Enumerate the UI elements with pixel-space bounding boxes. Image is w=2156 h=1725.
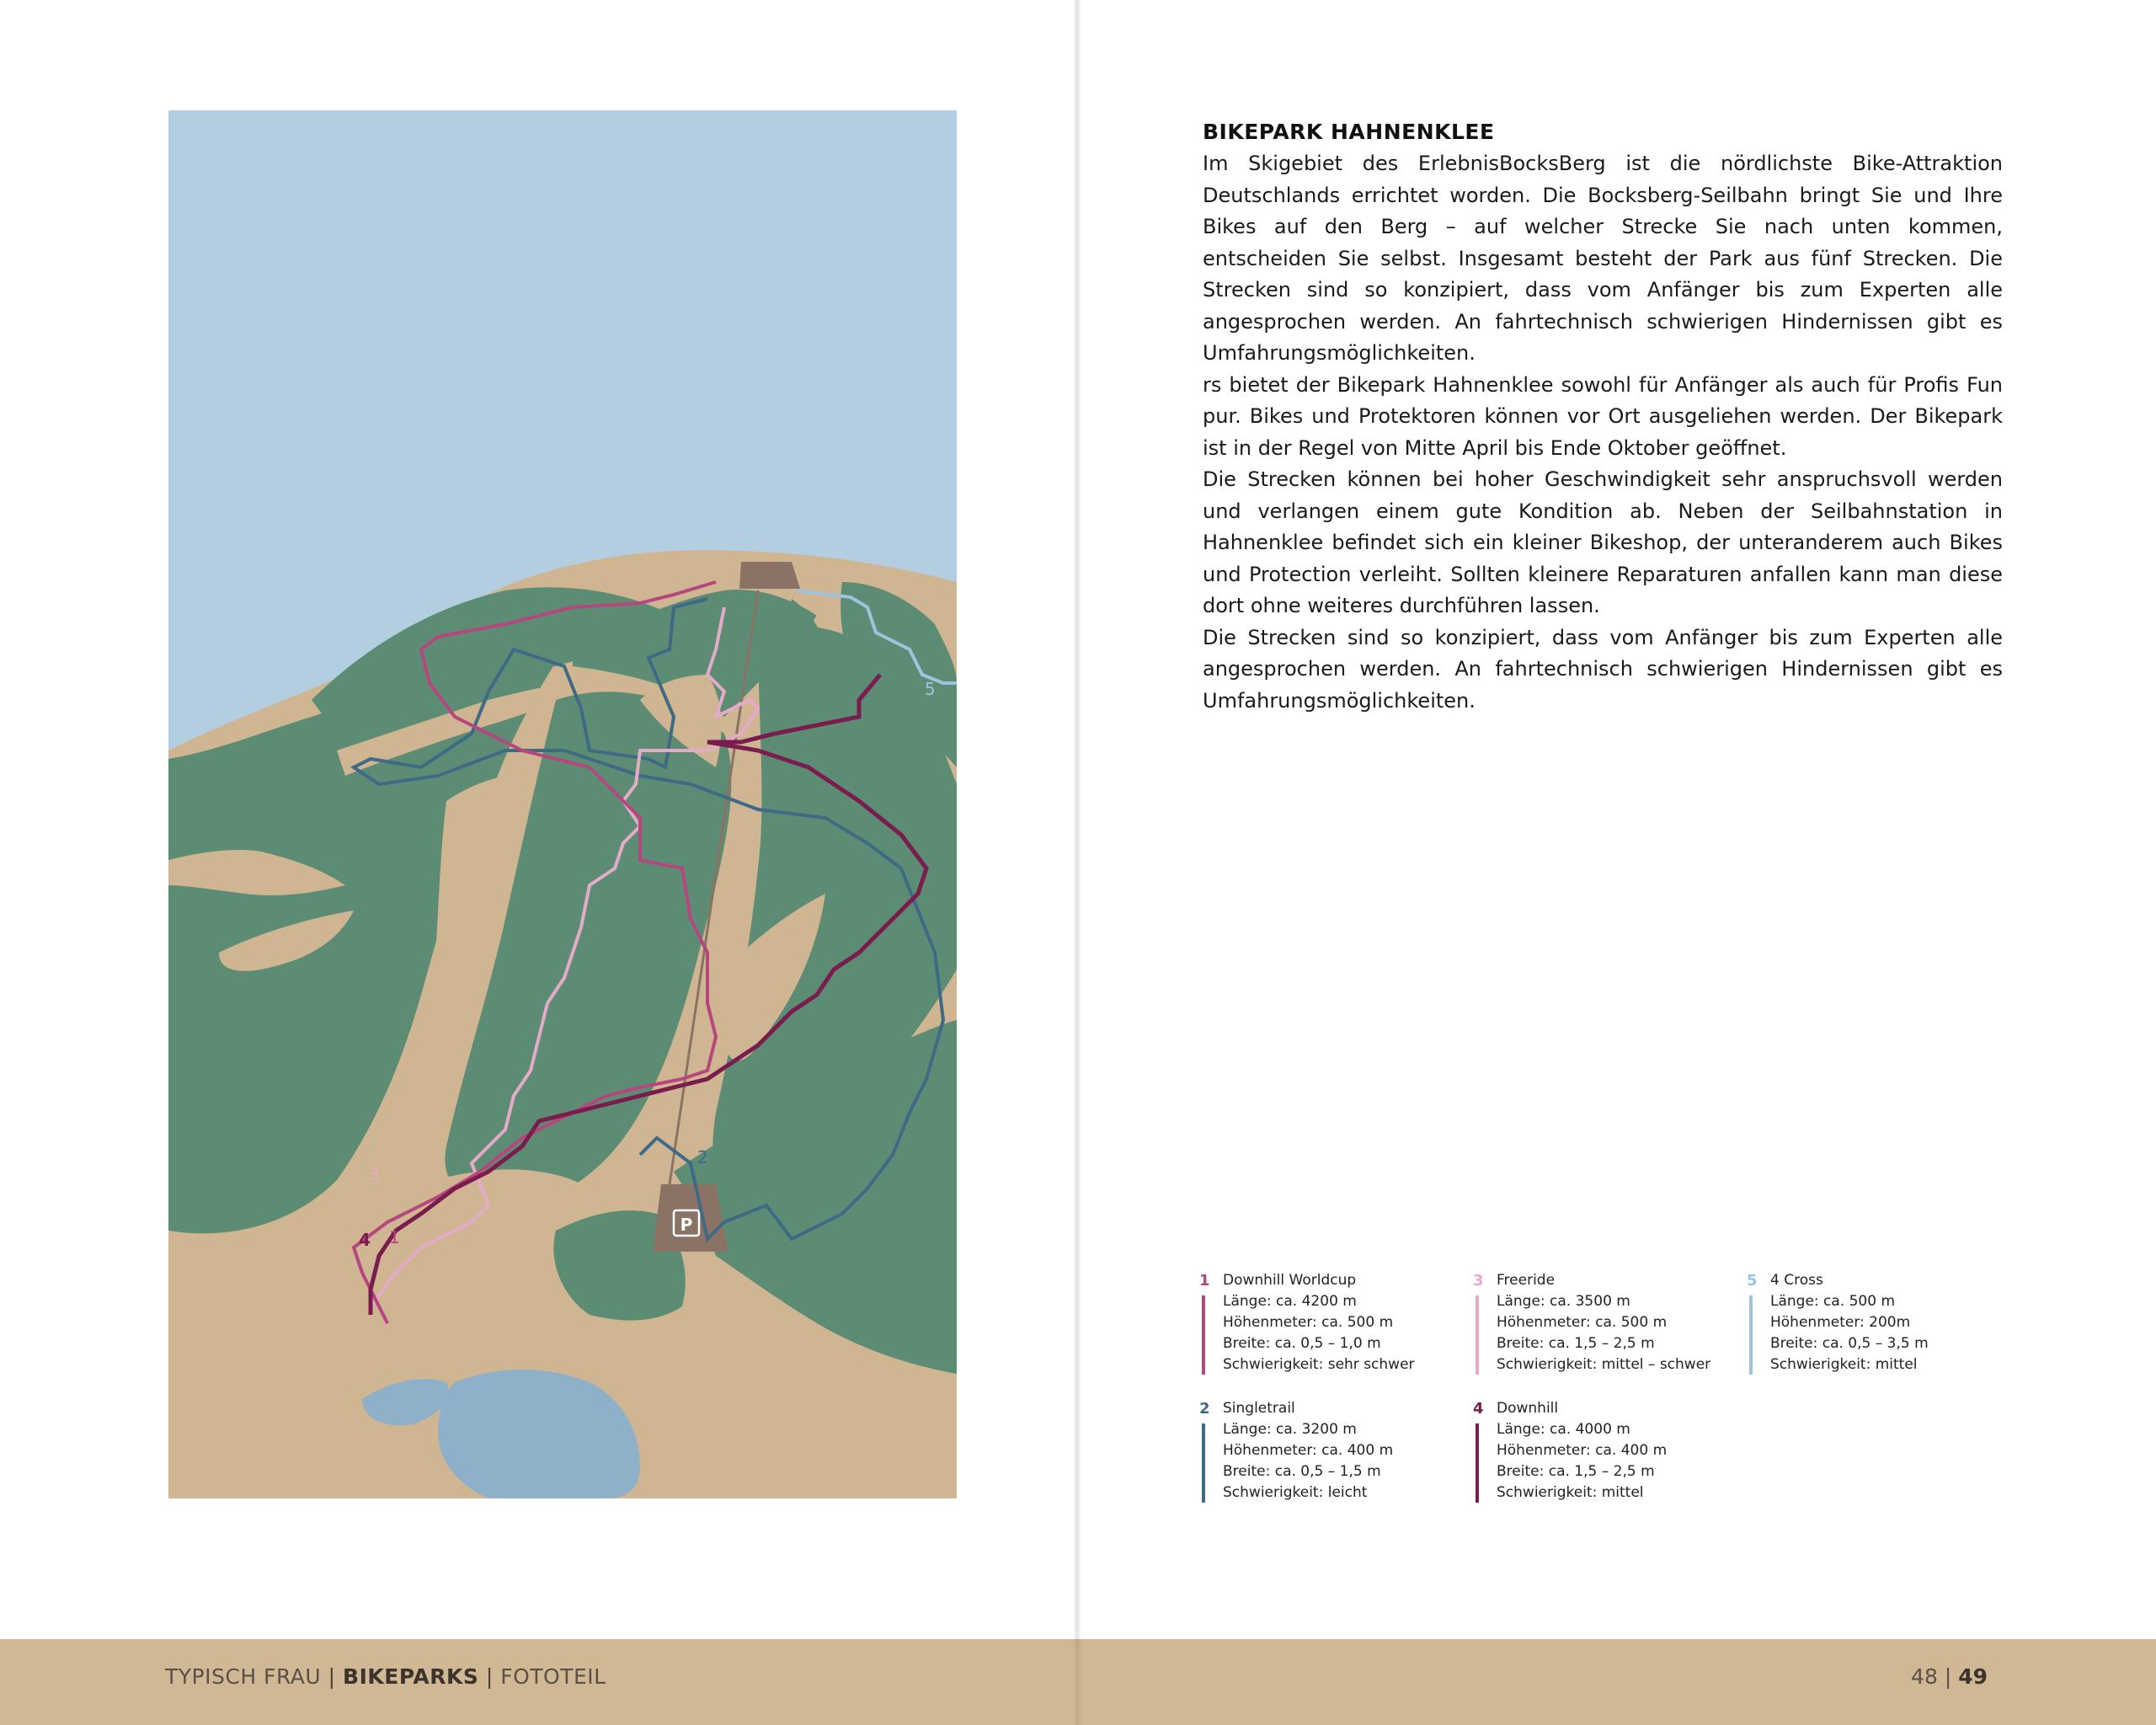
legend-width: Breite: ca. 1,5 – 2,5 m — [1497, 1335, 1655, 1352]
top-station — [739, 562, 800, 589]
legend-elevation: Höhenmeter: ca. 400 m — [1497, 1442, 1668, 1459]
legend-length: Länge: ca. 3500 m — [1497, 1293, 1630, 1310]
route-label-5: 5 — [925, 679, 936, 699]
page-number-right: 49 — [1958, 1664, 1988, 1689]
article-paragraph: Die Strecken sind so konzipiert, dass vom Anfänger bis zum Experten alle angesprochen werden. An fahrtechnisch schwierigen Hindernissen gibt es Umfahrungsmöglichkeiten. — [1203, 625, 2003, 713]
legend-color-bar — [1476, 1423, 1479, 1503]
legend-length: Länge: ca. 4000 m — [1497, 1421, 1630, 1438]
legend-name: Downhill Worldcup — [1223, 1272, 1357, 1289]
legend-number: 1 — [1199, 1272, 1210, 1290]
route-label-3: 3 — [369, 1164, 380, 1184]
footer-separator: | — [1944, 1664, 1952, 1689]
legend-difficulty: Schwierigkeit: mittel — [1770, 1356, 1918, 1373]
legend-number: 2 — [1199, 1400, 1210, 1418]
legend-name: 4 Cross — [1770, 1272, 1823, 1289]
legend-number: 5 — [1747, 1272, 1758, 1290]
book-spine — [1073, 0, 1081, 1725]
legend-difficulty: Schwierigkeit: mittel – schwer — [1497, 1356, 1711, 1373]
page-numbers — [1911, 1664, 1988, 1689]
legend-number: 3 — [1473, 1272, 1484, 1290]
footer-spine — [1073, 1639, 1081, 1725]
page-footer — [0, 1639, 2156, 1725]
legend-difficulty: Schwierigkeit: leicht — [1223, 1484, 1368, 1501]
footer-chapter: BIKEPARKS — [343, 1664, 479, 1689]
legend-width: Breite: ca. 0,5 – 1,0 m — [1223, 1335, 1381, 1352]
route-label-1: 1 — [389, 1227, 400, 1247]
legend-elevation: Höhenmeter: ca. 500 m — [1497, 1314, 1668, 1331]
legend-elevation: Höhenmeter: ca. 400 m — [1223, 1442, 1394, 1459]
legend-difficulty: Schwierigkeit: mittel — [1497, 1484, 1644, 1501]
legend-name: Downhill — [1497, 1400, 1559, 1417]
trail-map — [168, 110, 957, 1498]
article-paragraph: Die Strecken können bei hoher Geschwindigkeit sehr anspruchsvoll werden und verlangen einem gute Kondition ab. Neben der Seilbahnstation in Hahnenklee befindet sich ein kleiner Bikeshop, der unteranderem auch Bikes und Protection verleiht. Sollten kleinere Reparaturen anfallen kann man diese dort ohne weiteres durchführen lassen. — [1203, 467, 2003, 617]
legend-name: Freeride — [1497, 1272, 1556, 1289]
legend-elevation: Höhenmeter: ca. 500 m — [1223, 1314, 1394, 1331]
page-number-left: 48 — [1911, 1664, 1938, 1689]
article-paragraph: Im Skigebiet des ErlebnisBocksBerg ist die nördlichste Bike-Attraktion Deutschlands errichtet worden. Die Bocksberg-Seilbahn bringt Sie und Ihre Bikes auf den Berg – auf welcher Strecke Sie nach unten kommen, entscheiden Sie selbst. Insgesamt besteht der Park aus fünf Strecken. Die Strecken sind so konzipiert, dass vom Anfänger bis zum Experten alle angesprochen werden. An fahrtechnisch schwierigen Hindernissen gibt es Umfahrungsmöglichkeiten. — [1203, 152, 2003, 365]
running-header — [165, 1664, 606, 1689]
legend-elevation: Höhenmeter: 200m — [1770, 1314, 1911, 1331]
legend-number: 4 — [1473, 1400, 1484, 1418]
article-title: BIKEPARK HAHNENKLEE — [1203, 120, 1495, 144]
footer-section: TYPISCH FRAU — [165, 1664, 322, 1689]
legend-name: Singletrail — [1223, 1400, 1295, 1417]
article — [1203, 116, 2003, 717]
legend-length: Länge: ca. 4200 m — [1223, 1293, 1357, 1310]
parking-label: P — [680, 1215, 693, 1235]
legend-length: Länge: ca. 500 m — [1770, 1293, 1896, 1310]
legend-width: Breite: ca. 0,5 – 3,5 m — [1770, 1335, 1929, 1352]
footer-subsection: FOTOTEIL — [500, 1664, 606, 1689]
footer-separator: | — [328, 1664, 336, 1689]
footer-separator: | — [485, 1664, 494, 1689]
legend-length: Länge: ca. 3200 m — [1223, 1421, 1357, 1438]
trail-legend — [1199, 1270, 2008, 1523]
legend-difficulty: Schwierigkeit: sehr schwer — [1223, 1356, 1415, 1373]
legend-color-bar — [1749, 1295, 1753, 1375]
legend-color-bar — [1476, 1295, 1479, 1375]
route-label-4: 4 — [359, 1230, 371, 1250]
legend-width: Breite: ca. 0,5 – 1,5 m — [1223, 1463, 1381, 1480]
route-label-2: 2 — [697, 1147, 708, 1167]
article-paragraph: rs bietet der Bikepark Hahnenklee sowohl für Anfänger als auch für Profis Fun pur. Bikes und Protektoren können vor Ort ausgeliehen werden. Der Bikepark ist in der Regel von Mitte April bis Ende Oktober geöffnet. — [1203, 372, 2003, 460]
legend-color-bar — [1202, 1423, 1205, 1503]
legend-width: Breite: ca. 1,5 – 2,5 m — [1497, 1463, 1655, 1480]
legend-color-bar — [1202, 1295, 1205, 1375]
